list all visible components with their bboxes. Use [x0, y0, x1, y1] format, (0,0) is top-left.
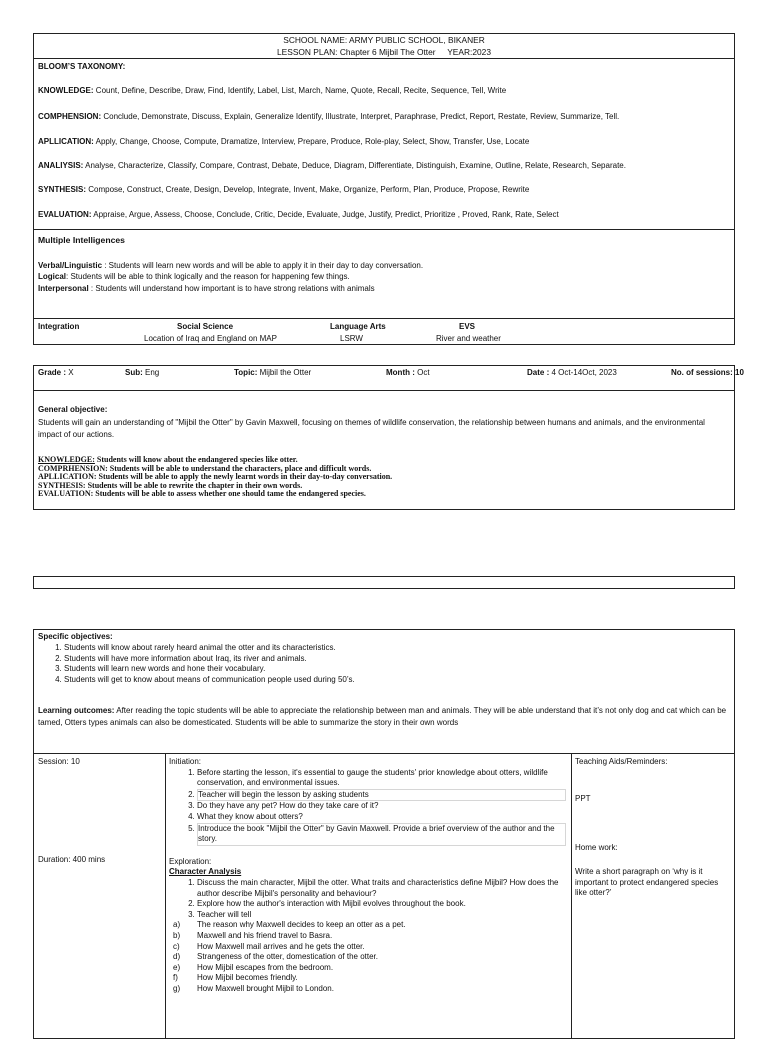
outcome-application: APLLICATION: Students will be able to apply the newly learnt words in their day-to-day conversation.: [38, 472, 393, 482]
teaching-aids-title: Teaching Aids/Reminders:: [575, 757, 668, 766]
mi-interpersonal: Interpersonal : Students will understand how important is to have strong relations with animals: [38, 284, 375, 293]
lettered-item: d) Strangeness of the otter, domestication of the otter.: [173, 952, 378, 962]
mi-title: Multiple Intelligences: [38, 235, 125, 245]
general-objective-text: Students will gain an understanding of "Mijbil the Otter" by Gavin Maxwell, focusing on themes of wildlife conservation, the relationship between humans and animals, and the environmental impact of our actions.: [38, 418, 705, 439]
lettered-item: f) How Mijbil becomes friendly.: [173, 973, 298, 983]
lesson-header-table: [33, 33, 735, 345]
topic-field: Topic: Mijbil the Otter: [234, 368, 312, 377]
lettered-item: g) How Maxwell brought Mijbil to London.: [173, 983, 334, 993]
general-outcomes: [38, 456, 728, 499]
grade-info-table: [33, 365, 744, 510]
bloom-analysis: ANALIYSIS: Analyse, Characterize, Classify, Compare, Contrast, Debate, Deduce, Diagram, Differentiate, Distinguish, Examine, Outline, Relate, Research, Separate.: [38, 161, 626, 170]
session-duration: Duration: 400 mins: [38, 855, 106, 864]
lettered-item: c) How Maxwell mail arrives and he gets the otter.: [173, 941, 365, 951]
session-number: Session: 10: [38, 757, 80, 766]
exploration-title: Exploration:: [169, 856, 212, 866]
specific-objective-item: 4. Students will get to know about means of communication people used during 50’s.: [64, 675, 744, 686]
initiation-item: 1. Before starting the lesson, it's essential to gauge the students' prior knowledge about otters, wildlife conservation, and environmental issues.: [197, 768, 566, 789]
mi-verbal: Verbal/Linguistic : Students will learn new words and will be able to apply it in their day to day conversation.: [38, 261, 424, 270]
integration-evs: EVS: [459, 322, 476, 331]
integration-social-science-detail: Location of Iraq and England on MAP: [144, 334, 277, 343]
lettered-item: e) How Mijbil escapes from the bedroom.: [173, 962, 334, 972]
initiation-item: 3. Do they have any pet? How do they take care of it?: [197, 801, 566, 812]
bloom-title: BLOOM’S TAXONOMY:: [38, 62, 126, 71]
lesson-title: LESSON PLAN: Chapter 6 Mijbil The Otter YEAR:2023: [277, 47, 491, 57]
specific-objective-item: 2. Students will have more information about Iraq, its river and animals.: [64, 654, 744, 665]
learning-outcomes: Learning outcomes: After reading the topic students will be able to appreciate the relationship between man and animals. They will be able understand that it’s not only dog and cat which can be tamed, Otters types animals can also be domesticated. Students will be able to summarize the story in their own words: [38, 706, 727, 727]
lettered-list: [169, 920, 566, 994]
initiation-item: 4. What they know about otters?: [197, 812, 566, 823]
integration-evs-detail: River and weather: [436, 334, 501, 343]
specific-objective-item: 1. Students will know about rarely heard animal the otter and its characteristics.: [64, 643, 744, 654]
lesson-procedure: [169, 757, 566, 994]
integration-language-arts: Language Arts: [330, 322, 386, 331]
date-field: Date : 4 Oct-14Oct, 2023: [527, 368, 617, 377]
bloom-application: APLLICATION: Apply, Change, Choose, Compute, Dramatize, Interview, Prepare, Produce, Role-play, Select, Show, Transfer, Use, Locate: [38, 137, 530, 146]
specific-objectives-list: [38, 643, 744, 685]
outcome-synthesis: SYNTHESIS: Students will be able to rewrite the chapter in their own words.: [38, 480, 303, 490]
bloom-comprehension: COMPHENSION: Conclude, Demonstrate, Discuss, Explain, Generalize Identify, Illustrate, Interpret, Paraphrase, Predict, Report, Restate, Review, Summarize, Tell.: [38, 112, 620, 121]
month-field: Month : Oct: [386, 368, 430, 377]
homework-text: Write a short paragraph on ‘why is it important to protect endangered species like otter?’: [575, 867, 719, 898]
homework-title: Home work:: [575, 843, 618, 852]
exploration-list: [169, 878, 566, 920]
sessions-field: No. of sessions: 10: [671, 368, 744, 377]
session-plan-table: [33, 629, 735, 1039]
outcome-knowledge: KNOWLEDGE: Students will know about the endangered species like otter.: [38, 455, 298, 464]
bloom-synthesis: SYNTHESIS: Compose, Construct, Create, Design, Develop, Integrate, Invent, Make, Organize, Perform, Plan, Produce, Propose, Rewrite: [38, 185, 530, 194]
bloom-evaluation: EVALUATION: Appraise, Argue, Assess, Choose, Conclude, Critic, Decide, Evaluate, Judge, Justify, Predict, Prioritize , Proved, Rank, Rate, Select: [38, 210, 559, 219]
exploration-item: 3. Teacher will tell: [197, 910, 566, 921]
initiation-title: Initiation:: [169, 757, 202, 766]
empty-row: [33, 576, 735, 589]
integration-label: Integration: [38, 322, 80, 331]
integration-social-science: Social Science: [177, 322, 234, 331]
exploration-item: 1. Discuss the main character, Mijbil the otter. What traits and characteristics define Mijbil? How does the author describe Mijbil's personality and behaviour?: [197, 878, 566, 899]
integration-language-arts-detail: LSRW: [340, 334, 363, 343]
specific-objective-item: 3. Students will learn new words and hone their vocabulary.: [64, 664, 744, 675]
initiation-item: 5. Introduce the book "Mijbil the Otter" by Gavin Maxwell. Provide a brief overview of the author and the story.: [197, 823, 566, 846]
subject-field: Sub: Eng: [125, 368, 160, 377]
school-name: SCHOOL NAME: ARMY PUBLIC SCHOOL, BIKANER: [283, 35, 485, 45]
specific-objectives-title: Specific objectives:: [38, 632, 113, 641]
exploration-item: 2. Explore how the author's interaction with Mijbil evolves throughout the book.: [197, 899, 566, 910]
mi-logical: Logical: Students will be able to think logically and the reason for happening few things.: [38, 272, 350, 281]
bloom-knowledge: KNOWLEDGE: Count, Define, Describe, Draw, Find, Identify, Label, List, March, Name, Quote, Recall, Recite, Sequence, Tell, Write: [38, 86, 507, 95]
initiation-item: 2. Teacher will begin the lesson by asking students: [197, 789, 566, 802]
character-analysis-title: Character Analysis: [169, 867, 242, 877]
general-objective-title: General objective:: [38, 405, 108, 414]
outcome-evaluation: EVALUATION: Students will be able to assess whether one should tame the endangered species.: [38, 489, 366, 499]
lettered-item: b) Maxwell and his friend travel to Basra.: [173, 930, 333, 940]
outcome-comprehension: COMPRHENSION: Students will be able to understand the characters, place and difficult words.: [38, 463, 372, 473]
lettered-item: a) The reason why Maxwell decides to keep an otter as a pet.: [173, 920, 406, 930]
grade-field: Grade : X: [38, 368, 74, 377]
initiation-list: [169, 768, 566, 846]
teaching-aids-value: PPT: [575, 794, 591, 803]
